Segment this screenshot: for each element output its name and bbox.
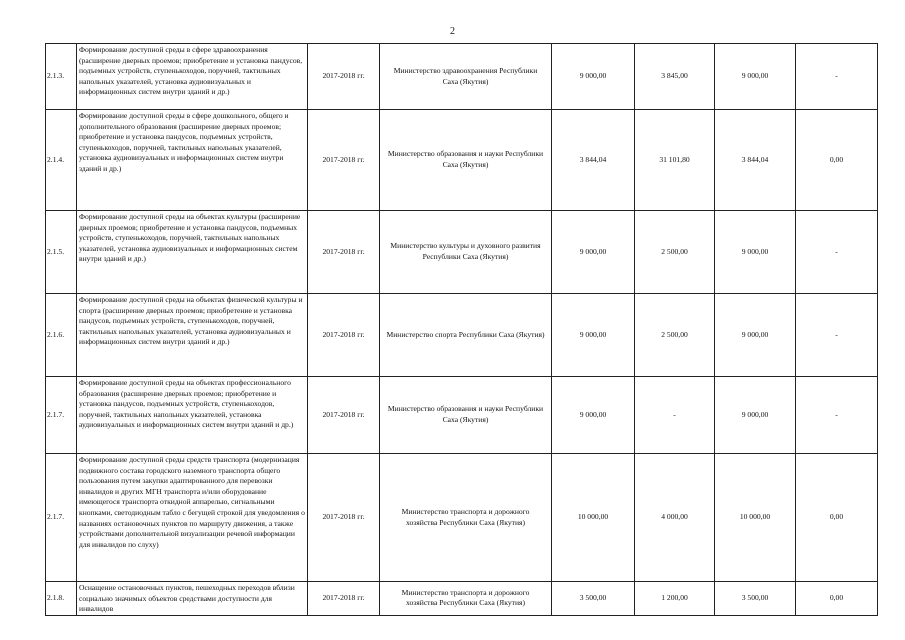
amount-col-3: 10 000,00 bbox=[715, 454, 796, 582]
amount-col-1: 3 500,00 bbox=[552, 582, 635, 616]
activity-description: Формирование доступной среды средств транспорта (модернизация подвижного состава городского наземного транспорта общего пользования путем закупки адаптированного для перевозки инвалидов и других МГН транспорта и/или оборудование имеющегося транспорта откидной аппарелью, сигнальными кнопками, светодиодным табло с бегущей строкой для уведомления о названиях остановочных пунктов по маршруту движения, а также устройствами дополнительной визуализации речевой информации для инвалидов по слуху) bbox=[77, 454, 308, 582]
row-number: 2.1.3. bbox=[46, 44, 77, 110]
table-row bbox=[46, 211, 878, 294]
period: 2017-2018 гг. bbox=[308, 44, 380, 110]
amount-col-3: 3 500,00 bbox=[715, 582, 796, 616]
amount-col-3: 9 000,00 bbox=[715, 211, 796, 294]
responsible-ministry: Министерство здравоохранения Республики Саха (Якутия) bbox=[380, 44, 552, 110]
responsible-ministry: Министерство транспорта и дорожного хозяйства Республики Саха (Якутия) bbox=[380, 582, 552, 616]
table-row bbox=[46, 44, 878, 110]
activity-description: Формирование доступной среды в сфере дошкольного, общего и дополнительного образования (расширение дверных проемов; приобретение и установка пандусов, подъемных устройств, ступенькоходов, поручней, тактильных напольных указателей, установка аудиовизуальных и информационных систем внутри зданий и др.) bbox=[77, 110, 308, 211]
amount-col-3: 9 000,00 bbox=[715, 44, 796, 110]
amount-col-1: 3 844,04 bbox=[552, 110, 635, 211]
amount-col-1: 10 000,00 bbox=[552, 454, 635, 582]
amount-col-2: 2 500,00 bbox=[635, 294, 715, 377]
amount-col-4: - bbox=[796, 294, 878, 377]
row-number: 2.1.6. bbox=[46, 294, 77, 377]
amount-col-4: - bbox=[796, 44, 878, 110]
amount-col-2: 2 500,00 bbox=[635, 211, 715, 294]
row-number: 2.1.8. bbox=[46, 582, 77, 616]
table-row bbox=[46, 294, 878, 377]
period: 2017-2018 гг. bbox=[308, 110, 380, 211]
page-number: 2 bbox=[450, 26, 455, 37]
amount-col-4: 0,00 bbox=[796, 110, 878, 211]
period: 2017-2018 гг. bbox=[308, 211, 380, 294]
amount-col-2: 31 101,80 bbox=[635, 110, 715, 211]
row-number: 2.1.7. bbox=[46, 377, 77, 454]
period: 2017-2018 гг. bbox=[308, 377, 380, 454]
amount-col-2: 3 845,00 bbox=[635, 44, 715, 110]
period: 2017-2018 гг. bbox=[308, 582, 380, 616]
table-row bbox=[46, 377, 878, 454]
amount-col-4: 0,00 bbox=[796, 454, 878, 582]
period: 2017-2018 гг. bbox=[308, 454, 380, 582]
row-number: 2.1.7. bbox=[46, 454, 77, 582]
activity-description: Формирование доступной среды в сфере здравоохранения (расширение дверных проемов; приобретение и установка пандусов, подъемных устройств, ступенькоходов, поручней, тактильных напольных указателей, установка аудиовизуальных и информационных систем внутри зданий и др.) bbox=[77, 44, 308, 110]
amount-col-3: 9 000,00 bbox=[715, 294, 796, 377]
table-row bbox=[46, 110, 878, 211]
amount-col-1: 9 000,00 bbox=[552, 377, 635, 454]
amount-col-2: 1 200,00 bbox=[635, 582, 715, 616]
amount-col-3: 9 000,00 bbox=[715, 377, 796, 454]
amount-col-3: 3 844,04 bbox=[715, 110, 796, 211]
activity-description: Формирование доступной среды на объектах профессионального образования (расширение дверных проемов; приобретение и установка пандусов, подъемных устройств, ступенькоходов, поручней, тактильных напольных указателей, установка аудиовизуальных и информационных систем внутри зданий и др.) bbox=[77, 377, 308, 454]
amount-col-4: 0,00 bbox=[796, 582, 878, 616]
table-row bbox=[46, 454, 878, 582]
amount-col-1: 9 000,00 bbox=[552, 294, 635, 377]
row-number: 2.1.4. bbox=[46, 110, 77, 211]
activity-description: Оснащение остановочных пунктов, пешеходных переходов вблизи социально значимых объектов средствами доступности для инвалидов bbox=[77, 582, 308, 616]
amount-col-2: - bbox=[635, 377, 715, 454]
amount-col-4: - bbox=[796, 211, 878, 294]
row-number: 2.1.5. bbox=[46, 211, 77, 294]
responsible-ministry: Министерство спорта Республики Саха (Якутия) bbox=[380, 294, 552, 377]
amount-col-4: - bbox=[796, 377, 878, 454]
program-table bbox=[45, 43, 878, 616]
responsible-ministry: Министерство культуры и духовного развития Республики Саха (Якутия) bbox=[380, 211, 552, 294]
activity-description: Формирование доступной среды на объектах физической культуры и спорта (расширение дверных проемов; приобретение и установка пандусов, подъемных устройств, ступенькоходов, поручней, тактильных напольных указателей, установка аудиовизуальных и информационных систем внутри зданий и др.) bbox=[77, 294, 308, 377]
amount-col-1: 9 000,00 bbox=[552, 211, 635, 294]
activity-description: Формирование доступной среды на объектах культуры (расширение дверных проемов; приобретение и установка пандусов, подъемных устройств, ступенькоходов, поручней, тактильных напольных указателей, установка аудиовизуальных и информационных систем внутри зданий и др.) bbox=[77, 211, 308, 294]
table-row bbox=[46, 582, 878, 616]
responsible-ministry: Министерство образования и науки Республики Саха (Якутия) bbox=[380, 110, 552, 211]
amount-col-1: 9 000,00 bbox=[552, 44, 635, 110]
period: 2017-2018 гг. bbox=[308, 294, 380, 377]
responsible-ministry: Министерство транспорта и дорожного хозяйства Республики Саха (Якутия) bbox=[380, 454, 552, 582]
amount-col-2: 4 000,00 bbox=[635, 454, 715, 582]
responsible-ministry: Министерство образования и науки Республики Саха (Якутия) bbox=[380, 377, 552, 454]
